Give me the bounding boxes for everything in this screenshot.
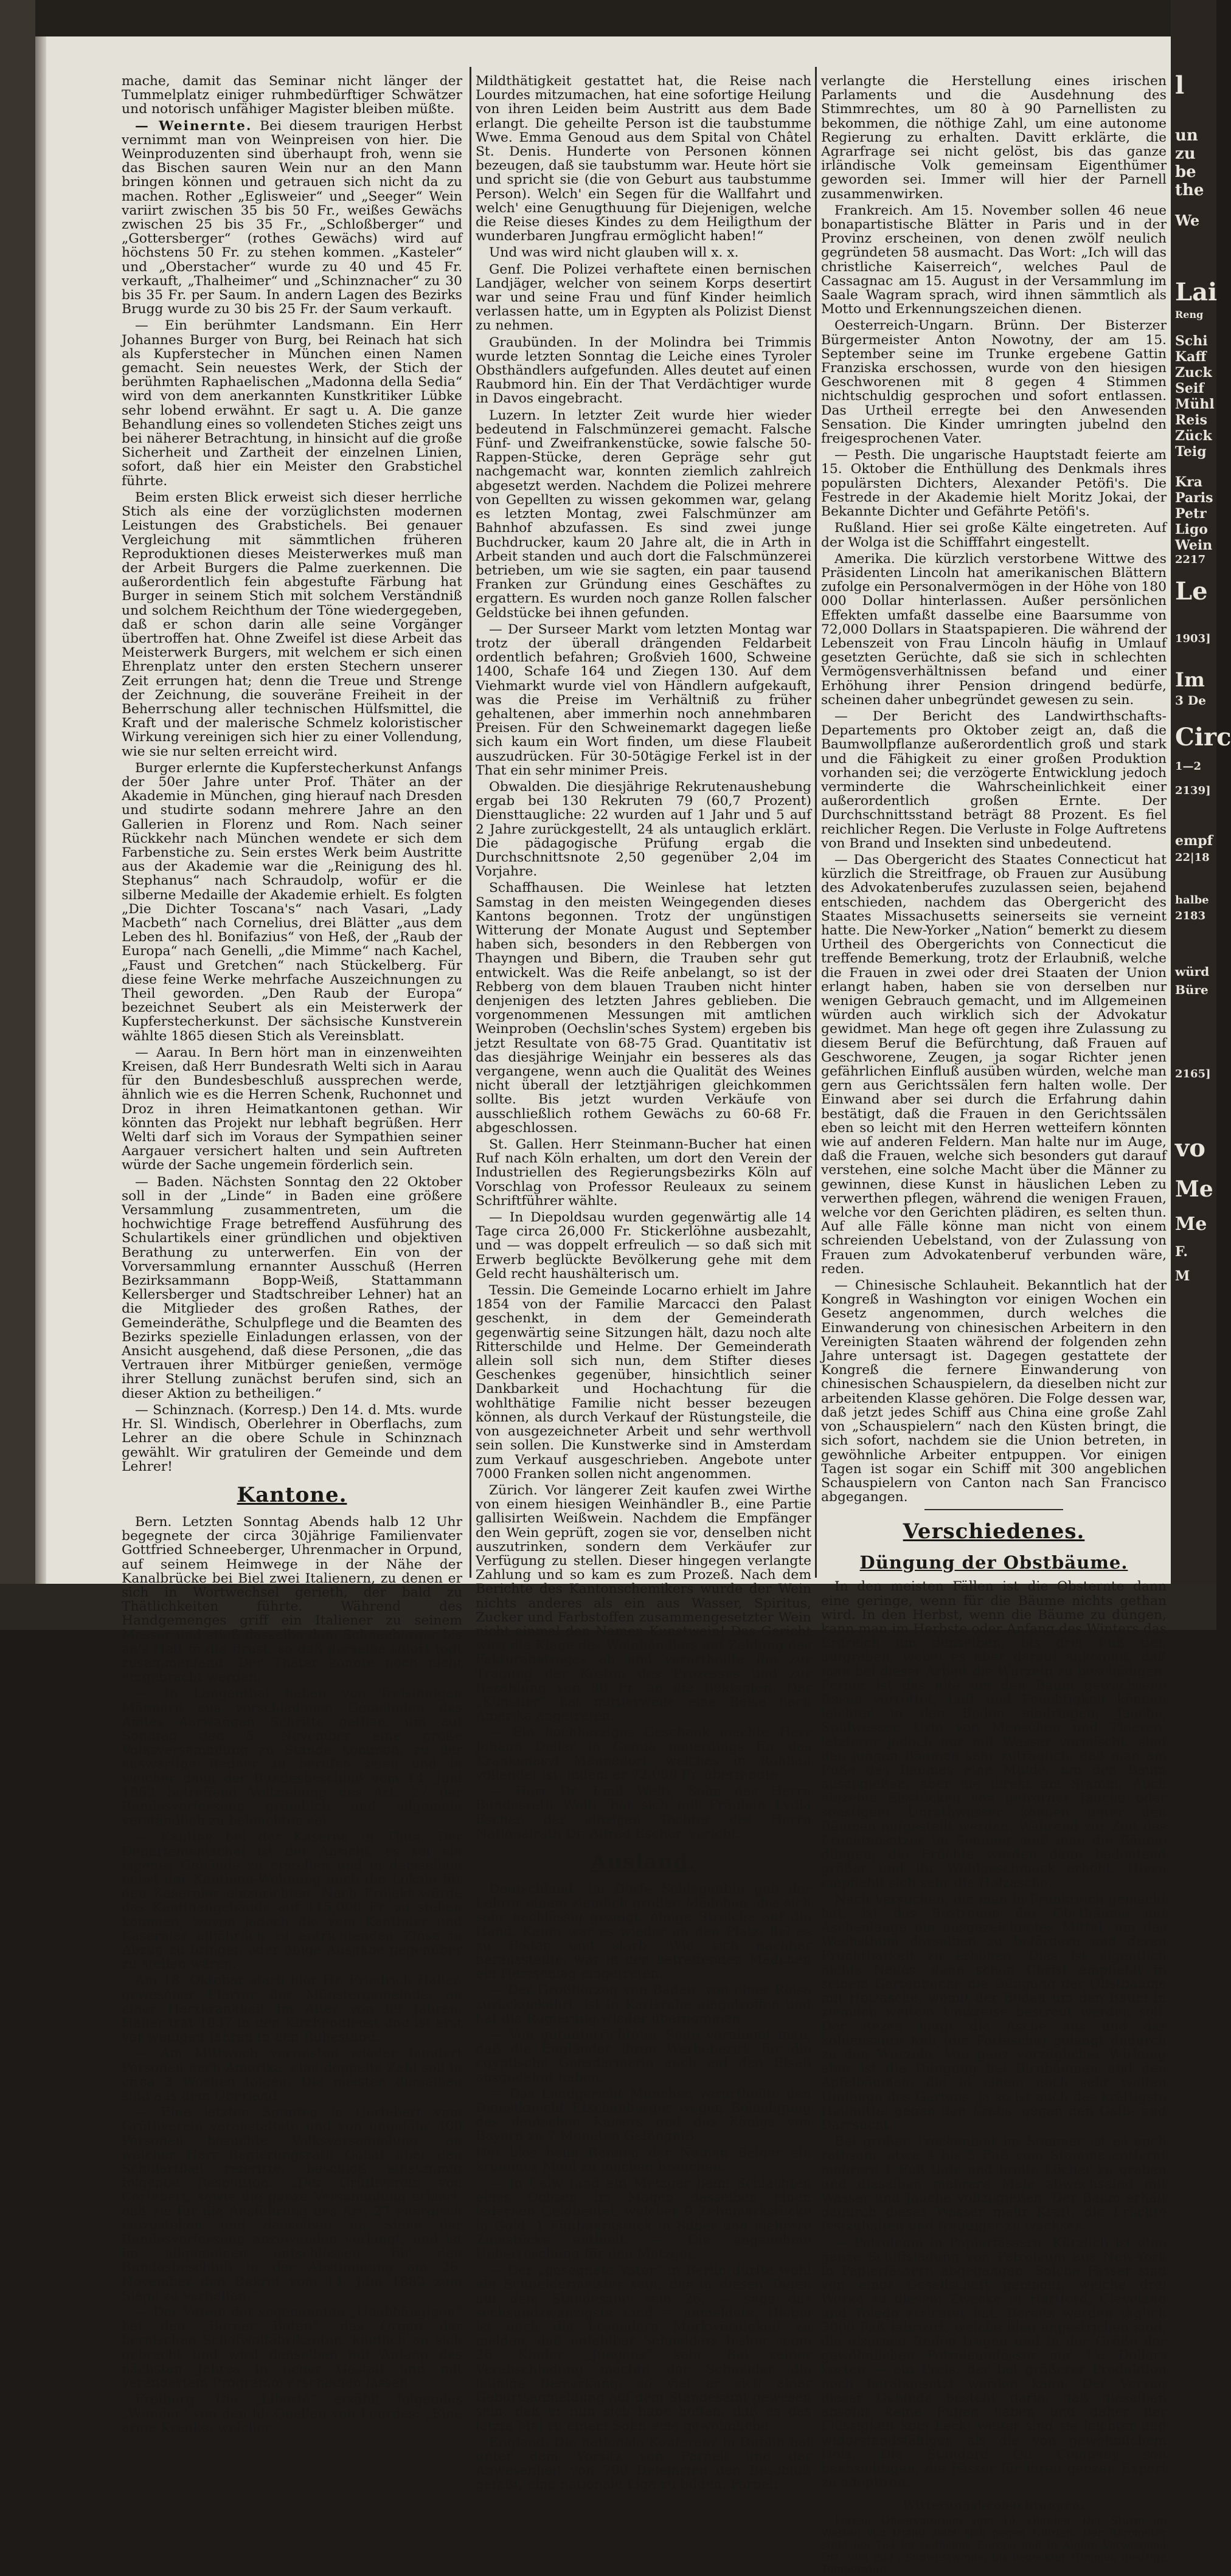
article-diepoldsau: — In Diepoldsau wurden gegenwärtig alle 14 Tage circa 26,000 Fr. Stickerlöhne ausbezahlt, und — was doppelt erfreulich — so daß sich mit Erwerb beglückte Bevölkerung gehe mit dem Geld recht haushälterisch um. — [476, 1210, 811, 1282]
article-pesth: — Pesth. Die ungarische Hauptstadt feierte am 15. Oktober die Enthüllung des Denkmals ihres populärsten Dichters, Alexander Petöfi's. Die Festrede in der Akademie hielt Moritz Jokai, der Bekannte Dichter und Gefährte Petöfi's. — [821, 447, 1167, 520]
article-baumwolle: — Der Bericht des Landwirthschafts-Departements pro Oktober zeigt an, daß die Baumwollpflanze außerordentlich groß und stark und die Fähigkeit zu einer großen Produktion vorhanden sei; die verzögerte Entwicklung jedoch verminderte die Wahrscheinlichkeit einer außerordentlich großen Ernte. Der Durchschnittsstand beträgt 88 Prozent. Es fiel reichlicher Regen. Die Verluste in Folge Auftretens von Brand und Insekten sind unbedeutend. — [821, 708, 1167, 851]
weather-report: Pariser Observatorium vom 19. Oktober. Der Sturm im Westen von Irland zieht sich gegen Norden. Der Barometer steht bei 764 im südlichen Europa und in Algier. Vorwiegend Ost- und Süd-, Südwestwinde, bis bedeckter Himmel, niedrige Temperatur. — [821, 2515, 1167, 2576]
article-baden: — Baden. Nächsten Sonntag den 22 Oktober soll in der „Linde“ in Baden eine größere Versammlung zusammentreten, um die hochwichtige Frage betreffend Ausführung des Schulartikels einer gründlichen und objektiven Berathung zu unterwerfen. Ein von der Vorversammlung ernannter Ausschuß (Herren Bezirksammann Bopp-Weiß, Stattammann Kellersberger und Stadtschreiber Lehner) hat an die Mitglieder des großen Rathes, der Gemeinderäthe, Schulpflege und die Beamten des Bezirks spezielle Einladungen erlassen, von der Ansicht ausgehend, daß diese Personen, „die das Vertrauen ihrer Mitbürger genießen, vermöge ihrer Stellung zunächst berufen sind, sich an dieser Aktion zu betheiligen.“ — [122, 1174, 462, 1401]
edge-frag-35: 2165] — [1175, 1068, 1211, 1080]
article-chinesische-schlauheit: — Chinesische Schlauheit. Bekanntlich hat der Kongreß in Washington vor einigen Wochen ein Gesetz angenommen, durch welches die Einwanderung von chinesischen Arbeitern in den Vereinigten Staaten während der folgenden zehn Jahre untersagt ist. Dagegen gestattete der Kongreß die fernere Einwanderung von chinesischen Schauspielern, da dieselben nicht zur arbeitenden Klasse gehören. Die Folge dessen war, daß jetzt jedes Schiff aus China eine große Zahl von „Schauspielern“ nach den Küsten bringt, die sich sofort, nachdem sie die Union betreten, in gewöhnliche Arbeiter entpuppen. Vor einigen Tagen ist sogar ein Schiff mit 300 angeblichen Schauspielern von Canton nach San Francisco abgegangen. — [821, 1278, 1167, 1505]
article-lourdes-end: Und was wird nicht glauben will x. x. — [489, 245, 739, 261]
article-russland: Rußland. Hier sei große Kälte eingetreten. Auf der Wolga ist die Schifffahrt eingestellt. — [821, 520, 1167, 550]
article-unabhaengige: — Der Verein der sogenannten „Unabhängigen“ hat den „Berner Boten“, das Organ der bernischen Schafwolfabrikanten, käuflich an sich gebracht und wird denselben mit Anfang des nächsten Jahres in neuer Gestalt und mit verändertem Programm erscheinen lassen. — [122, 2305, 462, 2391]
column-rule-1 — [470, 67, 471, 1578]
edge-frag-37: Me — [1175, 1176, 1213, 1202]
page-edge-curve — [35, 36, 46, 1630]
edge-frag-11: Seif — [1175, 381, 1204, 396]
section-heading-ausland: Ausland. — [591, 1849, 696, 1874]
article-kantine-thun: — Kantine bei der Kaserne in Thun. Der Departementschef ist der Ansicht, es sei ein eigenes Gebäude zu erstellen und in demselben nebst der Kantinen-Wohnung auch die Lokale für den Kasernier einzurichten. Nach Projekt würde das Kantinengebäude auf 115,000 Fr. zu stehen kommen, wovon jedoch die vom Kantinier und Kasernier alljährlich zu entrichtenden Zinse in Abzug zu bringen oder obige Ausgabe gegenüber zu stellen wären. — [122, 1829, 462, 1972]
edge-frag-4: the — [1175, 181, 1204, 199]
article-aschenlauge: Nach Versuchen, die man in Frankreich gemacht hat, ist das Bestreuen der Obstbäume mit Aschenlauge ein ausgezeichnetes Mittel, um das Wachsthum derselben zu befördern und deren Fruchtbarkeit zu erhöhen. Dies ist eigentlich nichts Neues, denn schon Christ empfiehlt in seinem Gartenbuche die Düngung der Obstbäume mit Holzasche, womit der Boden um den Baum in ziemlich weitem Umkreise bestreut werden soll. Der Rezen laugt die Asche aus und das kohlensaure Kali (die Pottasche) gelangt dadurch zu den Wurzeln. Von ganz vorzüglicher Wirkung aber ist die Düngung bei Birnbäumen und den Apfelbäumen, die in einem noch sehr weiten Umfange des Gartens, ja so ist auch das kräftigste Heilmittel gegen den Krebs, gegen den Gelb- und Darrsucht. — [821, 1891, 1167, 2133]
article-weinernte: — Weinernte. Bei diesem traurigen Herbst vernimmt man von Weinpreisen von hier. Die Weinproduzenten sind überhaupt froh, wenn sie das Bischen sauren Wein nur an den Mann bringen können und getrauen sich nicht da zu machen. Rother „Eglisweier“ und „Seeger“ Wein variirt zwischen 35 bis 50 Fr., weißes Gewächs zwischen 25 bis 35 Fr., „Schloßberger“ und „Gottersberger“ (rothes Gewächs) wird auf höchstens 50 Fr. zu stehen kommen. „Kasteler“ und „Oberstacher“ wurde zu 40 und 45 Fr. verkauft, „Thalheimer“ und „Schinznacher“ zu 30 bis 35 Fr. per Saum. In andern Lagen des Bezirks Brugg wurde zu 30 bis 25 Fr. der Saum verkauft. — [122, 118, 462, 317]
edge-frag-31: halbe — [1175, 894, 1209, 906]
edge-frag-34: Büre — [1175, 982, 1208, 997]
edge-frag-1: un — [1175, 126, 1198, 145]
edge-frag-13: Reis — [1175, 412, 1208, 428]
edge-frag-8: Schi — [1175, 333, 1208, 349]
article-amerika-auswanderung: — Am Mittwoch verreisten wieder hundert Personen nach Amerika, eine doppelte Zahl soll in circa 3 Wochen folgen. Die meisten derselben sind aus dem Oberland. — [122, 2046, 462, 2104]
article-trockenheit: Bei großer Trockenheit im Sommer ist es auch rathsam, etwa 4 bis 5 Fuß vom Stamme entfernt mehrere 1 Fuß tiefe und breite Löcher zu graben und dieselben mehrere Male abwechselnd mit Wasser und Jauche vollzugießen. Der Baum erhält dadurch dieses Wasser mehr Kraft, die Früchte festzuhalten und freudiger zu wachsen. — [821, 2134, 1167, 2234]
article-bern: Bern. Letzten Sonntag Abends halb 12 Uhr begegnete der circa 30jährige Familienvater Gottfried Schneeberger, Uhrenmacher in Orpund, auf seinem Heimwege in der Nähe der Kanalbrücke bei Biel zwei Italienern, zu denen er sich in Wortwechsel gerieth, der bald zu Thätlichkeiten führte. Während des Handgemenges griff ein Italiener zu seinem Messer und stieß dasselbe dem Schneeberger bis an's Heft in die Brust, so daß derselbe sofort todt zusammenfand. Der Thäter konnte noch nicht eingebracht werden. — [122, 1514, 462, 1685]
edge-frag-20: Wein — [1175, 537, 1213, 553]
article-burger: Burger erlernte die Kupferstecherkunst Anfangs der 50er Jahre unter Prof. Thäter an der Akademie in München, ging hierauf nach Dresden und studirte sodann mehrere Jahre an den Gallerien in Florenz und Rom. Nach seiner Rückkehr nach München wendete er sich dem Farbenstiche zu. Sein erstes Werk beim Austritte aus der Akademie war die „Reinigung des hl. Stephanus“ nach Schraudolp, wofür er die silberne Medaille der Akademie erhielt. Es folgten „Die Dichter Toscana's“ nach Vasari, „Lady Macbeth“ nach Cornelius, drei Blätter „aus dem Leben des hl. Bonifazius“ von Heß, der „Raub der Europa“ nach Genelli, „die Mimme“ nach Kachel, „Faust und Gretchen“ nach Stückelberg. Für diese feine Werke mehrfache Auszeichnungen zu Theil geworden. „Den Raub der Europa“ bezeichnet Seubert als ein Meisterwerk der Kupferstecherkunst. Der sächsische Kunstverein wählte 1865 diesen Stich als Vereinsblatt. — [122, 760, 462, 1044]
article-deutschland: Deutschland. Im Dorfe Schlagenbin gab der Lehrer einem ziemlich großen Mädchen, das sich sehr nachlässig gezeigt, einige Streiche auf die Hand. Kaum war es wieder an den Platz, fiel es zu Boden und starb. Wie sich nachher herausstellte, war in den betreffenden Mädchen ein Herzschlag eingetreten. — [476, 1881, 811, 1982]
edge-frag-6: Lai — [1175, 278, 1218, 306]
article-obwalden: Obwalden. Die diesjährige Rekrutenaushebung ergab bei 130 Rekruten 79 (60,7 Prozent) Diensttaugliche: 22 wurden auf 1 Jahr und 5 auf 2 Jahre zurückgestellt, 24 als untauglich erklärt. Die pädagogische Prüfung ergab die Durchschnittsnote 2,50 gegenüber 2,04 im Vorjahre. — [476, 779, 811, 880]
edge-frag-28: 2139] — [1175, 784, 1211, 797]
edge-frag-0: l — [1175, 71, 1185, 100]
edge-frag-14: Zück — [1175, 428, 1212, 444]
edge-frag-2: zu — [1175, 145, 1196, 163]
article-calw: — In Calw fand ein Metzger beim Schlachten eines Ochsen im Magen desselben einen ledernen Geldbeutel, welcher 9 Zehnmarkstücke in Gold, 1 Fünfmarkstück in Silber und mehrere Zinnstücke enthielt. — Die angenehme Ueberraschung für den Metzger. — [476, 2176, 811, 2262]
article-tessin: Tessin. Die Gemeinde Locarno erhielt im Jahre 1854 von der Familie Marcacci den Palast geschenkt, in dem der Gemeinderath gegenwärtig seine Sitzungen hält, dazu noch alte Ritterschilde und Helme. Der Gemeinderath allein soll sich nun, dem Stifter dieses Geschenkes gegenüber, hinsichtlich seiner Dankbarkeit und Hochachtung für die wohlthätige Familie nicht besser bezeugen können, als durch Verkauf der Rüstungsteile, die von ausgezeichneter Arbeit und sehr werthvoll sein sollen. Die Kunstwerke sind in Amsterdam zum Verkauf ausgeschrieben. Angebote unter 7000 Franken sollen nicht angenommen. — [476, 1283, 811, 1482]
edge-frag-3: be — [1175, 163, 1196, 181]
article-schinznach: — Schinznach. (Korresp.) Den 14. d. Mts. wurde Hr. Sl. Windisch, Oberlehrer in Oberflachs, zum Lehrer an die obere Schule in Schinznach gewählt. Wir gratuliren der Gemeinde und dem Lehrer! — [122, 1402, 462, 1474]
edge-frag-25: 3 De — [1175, 693, 1206, 708]
edge-frag-17: Paris — [1175, 490, 1213, 506]
edge-frag-22: Le — [1175, 577, 1208, 606]
article-zuerich: Zürich. Vor längerer Zeit kaufen zwei Wirthe von einem hiesigen Weinhändler B., eine Partie gallisirten Weißwein. Nachdem die Empfänger den Wein geprüft, zogen sie vor, denselben nicht auszutrinken, sondern dem Verkäufer zur Verfügung zu stellen. Dieser hingegen verlangte Zahlung und so kam es zum Prozeß. Nach dem Berichte des Kantonschemikers wurde der Wein nichts anderes als ein aus Wasser, Spiritus, Zucker und Farbstoffen zusammengesetzter Wein nicht einmal den Namen Kunstwein! Das Gericht wies die Klage des Weinhändlers auf Zahlung des Fakturabetrages ab und verurtheilte ihn zur Tragung der Kosten des Prozesses und zur Bezahlung von 80 Fr. an die Beklagten. Der „Künstler“ hat mittlerweile eine Reise nach Amerika angetreten. — [476, 1482, 811, 1724]
edge-frag-7: Reng — [1175, 309, 1204, 320]
scan-binding-shadow — [0, 0, 35, 1630]
edge-frag-32: 2183 — [1175, 910, 1206, 922]
section-divider — [924, 1509, 1063, 1510]
edge-frag-33: würd — [1175, 964, 1210, 979]
edge-frag-15: Teig — [1175, 444, 1207, 460]
article-welti: — Herr Dr. Emil Welti, Sohn des Herrn Bundesrath Welti, hat sich mit Fräulein Lydia Escher, der einzigen Tochter des Herrn Nationalrath Dr. Alfred Escher, verlobt. — [476, 1784, 811, 1842]
weinernte-keyword: — Weinernte. — [135, 118, 252, 134]
column-3 — [821, 74, 1167, 2576]
article-landsmann: — Ein berühmter Landsmann. Ein Herr Johannes Burger von Burg, bei Reinach hat sich als Kupferstecher in München einen Namen gemacht. Sein neuestes Werk, der Stich der berühmten Raphaelischen „Madonna della Sedia“ wird von dem anerkannten Kunstkritiker Lübke sehr lobend erwähnt. Er sagt u. A. Die ganze Behandlung eines so vollendeten Stiches zeigt uns bei näherer Betrachtung, in hinsicht auf die große Sicherheit und Zartheit der einzelnen Linien, sofort, daß hier ein Meister den Grabstichel führte. — [122, 318, 463, 489]
column-1 — [122, 74, 463, 2436]
edge-frag-40: M — [1175, 1268, 1190, 1284]
article-england: England. Die nationale Konferenz in Dublin hat unter dem Vorsitz von Parnell und der Anwesenheit von 700 Delegirten den Beschluß gefaßt, eine nationale Liga zu bilden. Parnell — [476, 2434, 811, 2493]
article-oesterreich: Oesterreich-Ungarn. Brünn. Der Bisterzer Bürgermeister Anton Nowotny, der am 15. September seine im Trunke ergebene Gattin Franziska erschossen, wurde von den hiesigen Geschworenen mit 8 gegen 4 Stimmen nichtschuldig gesprochen und sofort entlassen. Das Urtheil erregte bei den Anwesenden Sensation. Die Kinder umringten jubelnd den freigesprochenen Vater. — [821, 318, 1167, 447]
article-sursee: — Der Surseer Markt vom letzten Montag war trotz der überall drängenden Feldarbeit ordentlich befahren; Großvieh 1600, Schweine 1400, Schafe 164 und Ziegen 130. Auf dem Viehmarkt wurde viel von Händlern aufgekauft, was die Preise im Verhältniß zu früher gehaltenen, aber immerhin noch annehmbaren Preisen. Für den Schweinemarkt dagegen ließe sich kaum ein Wort finden, um diese Flaubeit auszudrücken. Für 30-50tägige Ferkel ist in der That ein sehr minimer Preis. — [476, 621, 811, 778]
article-grossherzog: — Der Großherzog von Baden, von einer Reise zurückgekehrt, ist in Karlsruhe eingetroffen und hat die Regierung wieder übernommen. — [476, 1983, 811, 2026]
section-heading-verschiedenes: Verschiedenes. — [903, 1519, 1085, 1544]
article-landgericht-end: Hat blos beim Rennen der Namen Beider ein krummes Maul zu machen brauchen. — [476, 2145, 811, 2175]
article-schaffhausen: Schaffhausen. Die Weinlese hat letzten Samstag in den meisten Weingegenden dieses Kantons begonnen. Trotz der ungünstigen Witterung der Monate August und September haben sich, besonders in den Rebbergen von Thayngen und Bibern, die Trauben sehr gut entwickelt. Was die Reife anbelangt, so ist der Rebberg von dem blauen Trauben nicht hinter denjenigen des letzten Jahres geblieben. Die vorgenommenen Messungen mit amtlichen Weinproben (Oechslin'sches System) ergeben bis jetzt Resultate von 68-75 Grad. Quantitativ ist das diesjährige Weinjahr ein besseres als das vergangene, wenn auch die Qualität des Weines nicht überall der letztjährigen gleichkommen sollte. Bis jetzt wurden Verkäufe von ausschließlich rothem Gewächs zu 60-68 Fr. abgeschlossen. — [476, 880, 811, 1136]
adjacent-page-fragments — [1175, 71, 1231, 1575]
article-title-duengung: Düngung der Obstbäume. — [859, 1552, 1128, 1573]
weather-heading: Witterungsbeobachtungen. — [903, 2499, 1085, 2512]
article-stich: Beim ersten Blick erweist sich dieser herrliche Stich als eine der vorzüglichsten modernen Leistungen des Grabstichels. Bei genauer Vergleichung mit sämmtlichen früheren Reproduktionen dieses Meisterwerkes muß man der Arbeit Burgers die Palme zuerkennen. Die außerordentlich fein abgestufte Färbung hat Burger in seinem Stich mit solchem Verständniß und solchem Reichthum der Töne wiedergegeben, daß er schon darin alle seine Vorgänger übertroffen hat. Ohne Zweifel ist diese Arbeit das Meisterwerk Burgers, mit welchem er sich einen Ehrenplatz unter den ersten Stechern unserer Zeit errungen hat; denn die Treue und Strenge der Zeichnung, die souveräne Freiheit in der Beherrschung aller technischen Hülfsmittel, die Kraft und der malerische Schmelz koloristischer Wirkung vereinigen sich hier zu einer Vollendung, wie sie nur selten erreicht wird. — [122, 489, 462, 759]
article-amerika: Amerika. Die kürzlich verstorbene Wittwe des Präsidenten Lincoln hat amerikanischen Blättern zufolge ein Personalvermögen in der Höhe von 180 000 Dollar hinterlassen. Außer persönlichen Effekten umfaßt dasselbe eine Baarsumme von 72,000 Dollars in Staatspapieren. Die während der Lebenszeit von Frau Lincoln häufig in Umlauf gesetzten Gerüchte, daß sie sich in schlechten Vermögensverhältnissen befand und einer Erhöhung ihrer Pension dringend bedürfe, scheinen daher unbegründet gewesen zu sein. — [821, 551, 1167, 708]
edge-frag-27: 1—2 — [1175, 760, 1202, 773]
edge-frag-36: vo — [1175, 1134, 1205, 1162]
edge-frag-39: F. — [1175, 1244, 1188, 1260]
edge-frag-24: Im — [1175, 668, 1205, 691]
article-geschenk: — Ein hochherziges Geschenk machte Herr Johann Deiler in Genua neuerdings für das Krankenasyl Männedorf, welches in Rohbau vollendet ist, indem er 72,000 Fr. überfandte. — [476, 1725, 811, 1783]
edge-frag-5: We — [1175, 212, 1200, 229]
article-parnell-cont: verlangte die Herstellung eines irischen Parlaments und die Ausdehnung des Stimmrechtes, um 80 à 90 Parnellisten zu bekommen, die nöthige Zahl, um eine autonome Regierung zu erhalten. Davitt erklärte, die Agrarfrage sei nicht gelöst, bis das ganze irländische Volk gemeinsam Eigenthümer geworden sei. Immer will hier der Parnell zusammenwirken. — [821, 74, 1167, 202]
article-cortebert: — Eine letzten Sonntag in Cortebert vom Grütliverein veranstaltete und von ungefähr 400 Personen besuchte Volksversammlung, an welcher Herr Regierungsrath Gobat über den Schulartikel referirte, beschloß einstimmig folgende Resolution: „Der Grütliverein von Cortebert, sowie die ganze Versammlung erklärt, daß sie für die Ausführung des Art. 27 energisch einzustehen und denselben im Sinne der Bundesverfassung anzuwenden verlangt, und ist im allgemeinen entschlossen, für den Bundesbeschluß in der Abstimmung am 26. November den Dekret vom 14. Juni 1882 zum Siege zu verhelfen.“ — [122, 2105, 462, 2304]
article-haller: Am 18. Oktober starb hier Hr. Friedrich Haller, gewesener Pfarrer der Münstergemeinde, an einer Herzkrankheit im Alter von 69 Jahren. Haller trat 1837 in den Kirchendienst und ist erst vor wenigen Jahren in den Ruhestand. — [122, 1973, 462, 2045]
article-landgericht: — Das Landgericht München verurtheilte den Dienstknecht Etschenberger wegen Beleidigung des deutschen Kaisers und des Königs von Bayern zu 7 Monaten Gefängniß. — [476, 2086, 811, 2144]
column-rule-2 — [815, 67, 817, 1578]
edge-frag-16: Kra — [1175, 474, 1202, 490]
article-petroleum: — Petroleum in Papierfässern. Kürzlich ist eine ganze Schiffsladung von Petroleum aus New-York in Papierfässern abgegangen. Solche Fässer sind von einer Gesellschaft gemacht, welche drei Werke zu diesem Zwecke in Hartford, Cleveland und Toledo errichtet hat. Bereits werden täglich 3000 Faß fabrizirt, welche blau angestrichen sind, die eisernen Reifen tragen und in der Größe der gewöhnlichen Petroleumfässer nur 1½ Dollars kosten — ein Preis, der bei größerer Produktion noch herabgesetzt werden kann. Der Vorzug dieser Gebinde besteht darin, daß dieselben absolut keine Fugen haben und daher der Flüssigkeit kein Leck; weiter sind sie leichter und widerstandsfähiger, als die von gewöhnlichem Holz. Die Standard Oil Company soll beabsichtigen, die Fässer für ihren ganzen Export zu adoptiren. — [821, 2235, 1167, 2491]
article-duengung: In den meisten Fällen ist die Obsternte dann eine geringe, wenn für die Bäume nichts gethan wird. In den Herbst, wenn die Bäume zu düngen, kann man im Herbste oder Anfang des Winters das Erdreich um denselben, bis drei Fuß tief, aufgraben, wobei es aber darauf ankommt, daß man bei dieser Arbeit die Wurzeln zu beschädigen. Ferner ist das alte um den Baum gewachsene Rasen verrottet, Luft und Feuchtigkeit können leichter in den Boden eindringen; Jauche, Spülwasser, Urin von Menschen und Thieren, letzterer jedoch nur mit Wasser vermischt, sind den jungen Bäumen sehr zuträglich, daß man am Fuße des Baumes eine Mulde, um den Baum auszugießen, aber nie direkt am Stamm. Auch einzelne Eisstücken von gefrorner Jauche oder sonstigem Unrathwasser können unter den Bäumen aufgestellt werden. Während zur Zeit des Fruchtansatzes im Sommer muß man die Bäume düngen; die Früchte werden dann bedeutend größer und ihr Wohlgeschmack erhöht. Hiezu empfiehlt sich sehr die Holzasche. — [821, 1579, 1167, 1891]
article-freiburg: Freiburg. Die „Liberté“ erzählt folgendes „Wunder“ von den hl. Quellen von Lourdes: „Eine arme Kranke, welcher — [122, 2392, 462, 2436]
article-seminar-end: mache, damit das Seminar nicht länger der Tummelplatz einiger ruhmbedürftiger Schwätzer und notorisch unfähiger Magister bleiben müßte. — [122, 74, 462, 117]
article-lourdes-cont: Mildthätigkeit gestattet hat, die Reise nach Lourdes mitzumachen, hat eine sofortige Heilung von ihren Leiden beim Austritt aus dem Bade erlangt. Die geheilte Person ist die taubstumme Wwe. Emma Genoud aus dem Spital von Châtel St. Denis. Hunderte von Personen können bezeugen, daß sie taubstumm war. Heute hört sie und spricht sie (die von Geburt aus taubstumme Person). Welch' ein Segen für die Wallfahrt und welch' eine Genugthuung für Diejenigen, welche die Reise dieses Kindes zu dem Heiligthum der wunderbaren Jungfrau ermöglicht haben!“ — [476, 74, 811, 244]
edge-frag-29: empf — [1175, 833, 1213, 849]
scan-top-border — [0, 0, 1216, 36]
article-langenthal: — In Langenthal haben von freisinnigen Männern aus verschiedenen Gemeinden des Amtes Aarwangen Schritte gethan, um auf Sonntag den 5. November eine große Volksversammlung zu Stande kommen, zu der auswärtige Redner zu berufen seien und in welcher dann der Bundesbeschluß vom 14. Juni 1882 betreffend Vollziehung des Art. 27 der Bundesverfassung gründlich und allgemein verständlich zu beleuchten sei. — [122, 1686, 462, 1829]
edge-frag-9: Kaff — [1175, 349, 1207, 365]
edge-frag-30: 22|18 — [1175, 851, 1210, 864]
edge-frag-38: Me — [1175, 1214, 1207, 1235]
edge-frag-26: Circ — [1175, 723, 1231, 751]
article-frankreich: Frankreich. Am 15. November sollen 46 neue bonapartistische Blätter in Paris und in der Provinz erscheinen, von denen zwölf neulich gegründeten 58 ausmacht. Das Wort: „Ich will das christliche Kaiserreich“, welches Paul de Cassagnac am 15. August in der Versammlung im Saale Wagram sprach, wird ihnen sämmtlich als Motto und Erkennungszeichen dienen. — [821, 202, 1167, 317]
edge-frag-12: Mühl — [1175, 396, 1215, 412]
article-st-gallen: St. Gallen. Herr Steinmann-Bucher hat einen Ruf nach Köln erhalten, um dort den Verein der Industriellen des Regierungsbezirks Köln auf Vorschlag von Professor Reuleaux zu seinem Schriftführer wählte. — [476, 1137, 811, 1209]
article-genf: Genf. Die Polizei verhaftete einen bernischen Landjäger, welcher von seinem Korps desertirt war und seine Frau und fünf Kinder heimlich verlassen hatte, um in Egypten als Polizist Dienst zu nehmen. — [476, 261, 811, 334]
section-heading-kantone: Kantone. — [237, 1482, 347, 1507]
edge-frag-10: Zuck — [1175, 365, 1212, 381]
article-berlin-vater: — Der „gesegnete Vater“ in Berlin dürfte wohl ein Schneidermeister sein, der in diesen Tagen auf dem Standesamt sein 26. — sage das sechsundzwanzigste Kind — anmeldete. Hiebei ist noch die besondere Merkwürdigkeit zu melden, daß unfehlbar Schneiders bisher seine 26. Kinder „Jungens“ sein. Bei seiner Verabschiedung machte der Schneider die launige Bemerkung, so viel er sich einer Geburtsanmeldung auf dem Standesamt gewesen sein, daß er nun sich habe hoffen, daß es das letzte Mal zu einem Sohn eine gewöhnliche. — [476, 2263, 811, 2434]
article-aarau: — Aarau. In Bern hört man in einzenweihten Kreisen, daß Herr Bundesrath Welti sich in Aarau für den Bundesbeschluß aussprechen werde, ähnlich wie es die Herren Schenk, Ruchonnet und Droz in ihren Heimatkantonen gethan. Wir könnten das Projekt nur lebhaft begrüßen. Herr Welti darf sich im Voraus der Sympathien seiner Aargauer versichert halten und sein Auftreten würde der Sache ungemein förderlich sein. — [122, 1045, 462, 1173]
edge-frag-21: 2217 — [1175, 553, 1206, 566]
edge-frag-23: 1903] — [1175, 632, 1211, 645]
article-gensdarmerie: — Von gutunterrichteter Seite vernimmt man, daß die Engländer ihren Werbebezirk für die egyptische Gensdarmerie auch auf den Elsaß ausgedehnt haben. — [476, 2028, 811, 2085]
article-graubuenden: Graubünden. In der Molindra bei Trimmis wurde letzten Sonntag die Leiche eines Tyroler Obsthändlers aufgefunden. Alles deutet auf einen Raubmord hin. Ein der That Verdächtiger wurde in Davos eingebracht. — [476, 334, 811, 407]
edge-frag-19: Ligo — [1175, 522, 1208, 537]
edge-frag-18: Petr — [1175, 506, 1207, 522]
article-connecticut: — Das Obergericht des Staates Connecticut hat kürzlich die Streitfrage, ob Frauen zur Ausübung des Advokatenberufes zuzulassen seien, bejahend entschieden, nachdem das Obergericht des Staates Missachusetts seinerseits sie verneint hatte. Die New-Yorker „Nation“ bemerkt zu diesem Urtheil des Obergerichts von Connecticut die treffende Bemerkung, trotz der Erlaubniß, welche die Frauen in zwei oder drei Staaten der Union erlangt haben, haben sie von derselben nur wenigen Gebrauch gemacht, und im Allgemeinen würden auch wirklich sich der Advokatur gewidmet. Man hege oft gegen ihre Zulassung zu diesem Beruf die Befürchtung, daß Frauen auf Geschworene, Zeugen, ja sogar Richter jenen gefährlichen Einfluß ausüben würden, welche man gern aus Gerichtssälen fern halten wolle. Der Einwand aber sei durch die Erfahrung dahin bestätigt, daß die Frauen in den Gerichtssälen eben so leicht mit den Herren wetteifern könnten wie auf anderen Feldern. Man halte nur im Auge, daß die Frauen, welche sich besonders gut darauf verstehen, eine solche Macht über die Männer zu gewinnen, diese Kunst in häuslichen Leben zu verwerthen pflegen, während die wenigen Frauen, welche vor den Gerichten plädiren, es selten thun. Auf alle Fälle könne man nicht von einem schreienden Uebelstand, von der Zulassung von Frauen zum Advokatenberuf verbunden wäre, reden. — [821, 852, 1167, 1277]
column-2 — [476, 74, 811, 2493]
article-luzern: Luzern. In letzter Zeit wurde hier wieder bedeutend in Falschmünzerei gemacht. Falsche Fünf- und Zweifrankenstücke, sowie falsche 50-Rappen-Stücke, deren Gepräge sehr gut nachgemacht war, konnten ziemlich zahlreich abgesetzt werden. Nachdem die Polizei mehrere von Gepellten zu wissen gekommen war, gelang es letzten Montag, zwei Falschmünzer am Bahnhof abzufassen. Es sind zwei junge Buchdrucker, kaum 20 Jahre alt, die in Arth in Arbeit standen und auch dort die Falschmünzerei betrieben, um wie sie sagten, ein paar tausend Franken zur Gründung eines Geschäftes zu ergattern. Es wurden noch ganze Rollen falscher Geldstücke bei ihnen gefunden. — [476, 407, 811, 621]
